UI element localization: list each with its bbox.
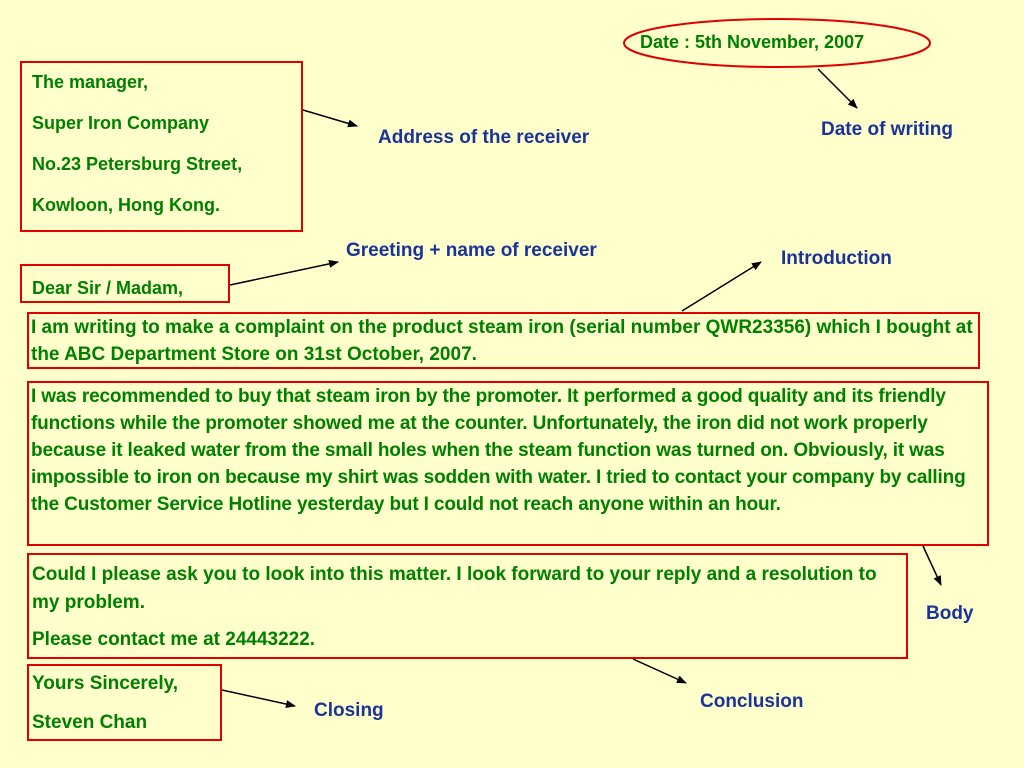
address-line: Kowloon, Hong Kong.: [32, 195, 220, 215]
arrow-date: [818, 69, 857, 108]
arrow-greeting: [230, 262, 338, 285]
conclusion-contact: Please contact me at 24443222.: [32, 629, 316, 650]
arrow-introduction: [682, 262, 761, 311]
body-text: I was recommended to buy that steam iron by the promoter. It performed a good quality and its friendly functions while the promoter showed me at the counter. Unfortunately, the iron did not work properly because it leaked water from the small holes when the steam function was turned on. Obviously, it was impossible to iron on because my shirt was sodden with water. I tried to contact your company by calling the Customer Service Hotline yesterday but I could not reach anyone within an hour.: [31, 386, 966, 515]
arrow-address: [303, 110, 357, 126]
date-text: Date : 5th November, 2007: [640, 32, 865, 52]
label-closing: Closing: [314, 700, 384, 721]
label-conclusion: Conclusion: [700, 691, 804, 712]
conclusion-text: Could I please ask you to look into this matter. I look forward to your reply and a resolution to my problem.: [32, 564, 877, 613]
label-date: Date of writing: [821, 119, 953, 140]
label-address: Address of the receiver: [378, 127, 590, 148]
arrow-conclusion: [633, 659, 686, 683]
introduction-text: I am writing to make a complaint on the product steam iron (serial number QWR23356) which I bought at the ABC Department Store on 31st October, 2007.: [31, 317, 973, 365]
address-line: No.23 Petersburg Street,: [32, 154, 243, 174]
label-body: Body: [926, 603, 974, 624]
arrow-body: [923, 546, 941, 585]
label-greeting: Greeting + name of receiver: [346, 240, 597, 261]
arrow-closing: [222, 690, 295, 706]
greeting-text: Dear Sir / Madam,: [32, 278, 184, 298]
address-line: The manager,: [32, 72, 149, 92]
label-introduction: Introduction: [781, 248, 892, 269]
address-line: Super Iron Company: [32, 113, 210, 133]
signature-name: Steven Chan: [32, 712, 148, 733]
closing-line: Yours Sincerely,: [32, 673, 179, 694]
